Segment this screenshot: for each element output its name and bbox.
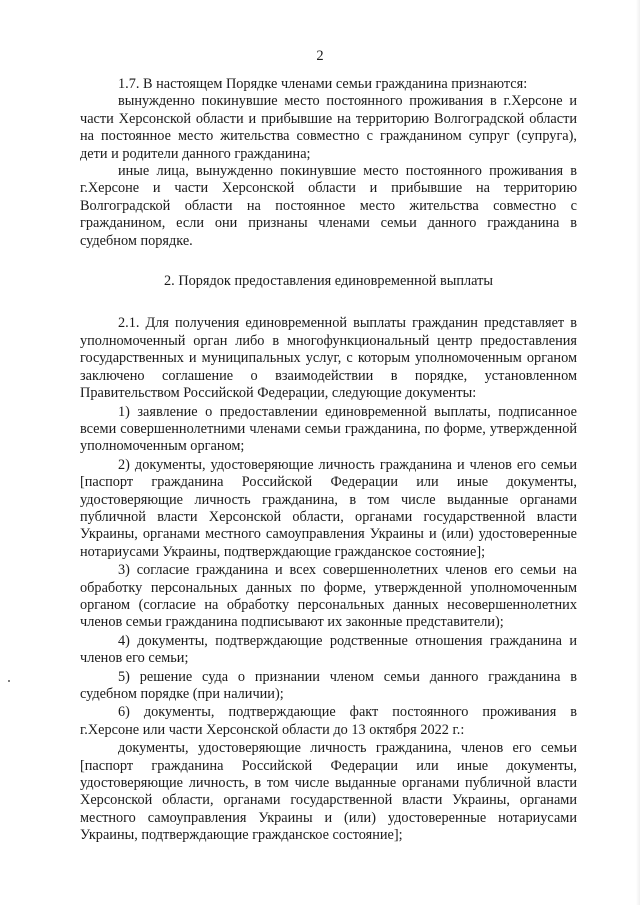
document-body xyxy=(80,76,577,845)
scan-edge-shadow xyxy=(636,0,640,905)
margin-speck xyxy=(8,680,10,682)
paragraph-2-1: 2.1. Для получения единовременной выплаты гражданин представляет в уполномоченный орган либо в многофункциональный центр предоставления государственных и муниципальных услуг, с которым уполномоченным органом заключено соглашение о взаимодействии в порядке, установленном Правительством Российской Федерации, следующие документы: xyxy=(80,315,577,402)
section-heading-2: 2. Порядок предоставления единовременной выплаты xyxy=(164,273,493,290)
paragraph-1-7-intro: 1.7. В настоящем Порядке членами семьи гражданина признаются: xyxy=(118,76,528,92)
list-item-1: 1) заявление о предоставлении единовременной выплаты, подписанное всеми совершеннолетними членами семьи гражданина, по форме, утвержденной уполномоченным органом; xyxy=(80,403,577,455)
paragraph-family-members-forced: вынужденно покинувшие место постоянного проживания в г.Херсоне и части Херсонской области и прибывшие на территорию Волгоградской области на постоянное место жительства совместно с гражданином супруг (супруга), дети и родители данного гражданина; xyxy=(80,93,577,162)
list-item-5: 5) решение суда о признании членом семьи данного гражданина в судебном порядке (при наличии); xyxy=(80,668,577,702)
list-item-6: 6) документы, подтверждающие факт постоянного проживания в г.Херсоне или части Херсонской области до 13 октября 2022 г.: xyxy=(80,704,577,738)
list-item-6-documents: документы, удостоверяющие личность гражданина, членов его семьи [паспорт гражданина Российской Федерации или иные документы, удостоверяющие личность, в том числе выданные органами публичной власти Херсонской области, органами государственной власти Украины, органами местного самоуправления Украины и (или) удостоверенные нотариусами Украины, подтверждающие гражданское состояние]; xyxy=(80,740,577,844)
list-item-2: 2) документы, удостоверяющие личность гражданина и членов его семьи [паспорт гражданина Российской Федерации или иные документы, удостоверяющие личность гражданина, в том числе выданные органами публичной власти Херсонской области, органами государственной власти Украины, органами местного самоуправления Украины и (или) удостоверенные нотариусами Украины, подтверждающие гражданское состояние]; xyxy=(80,456,577,560)
list-item-4: 4) документы, подтверждающие родственные отношения гражданина и членов его семьи; xyxy=(80,632,577,667)
list-item-3: 3) согласие гражданина и всех совершеннолетних членов его семьи на обработку персональных данных по форме, утвержденной уполномоченным органом (согласие на обработку персональных данных несовершеннолетних членов семьи гражданина подписывают их законные представители); xyxy=(80,562,577,631)
paragraph-other-persons: иные лица, вынужденно покинувшие место постоянного проживания в г.Херсоне и части Херсонской области и прибывшие на территорию Волгоградской области на постоянное место жительства совместно с гражданином, если они признаны членами семьи данного гражданина в судебном порядке. xyxy=(80,163,577,249)
page-number: 2 xyxy=(316,48,324,64)
